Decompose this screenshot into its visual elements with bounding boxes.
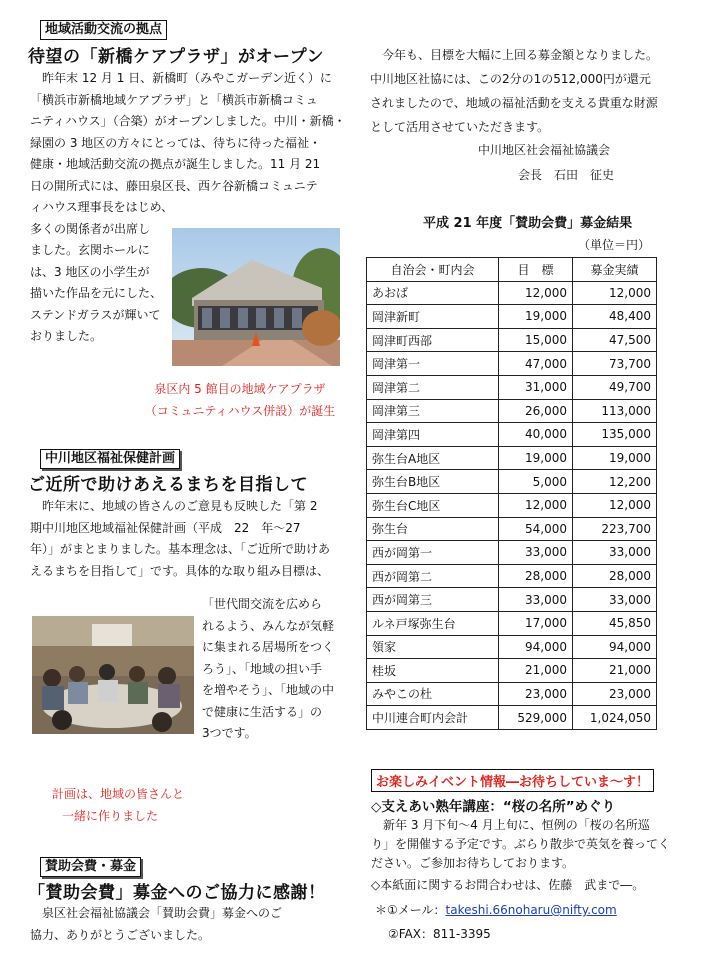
table-row [367,305,657,329]
care-plaza-photo [172,228,340,366]
table-row [367,659,657,683]
area-name-cell: みやこの杜 [367,682,499,706]
target-cell: 26,000 [499,399,573,423]
welfare-plan-paragraph [30,496,350,582]
text-line: 今年も、目標を大幅に上回る募金額となりました。 [370,48,659,62]
actual-cell: 113,000 [573,399,657,423]
target-cell: 94,000 [499,635,573,659]
meeting-photo [32,616,194,734]
table-row [367,706,657,730]
text-line: ました。玄関ホールに [30,243,150,257]
target-cell: 40,000 [499,423,573,447]
events-subtitle: ◇支えあい熟年講座：“桜の名所”めぐり [371,799,616,815]
actual-cell: 48,400 [573,305,657,329]
text-line: り」を開催する予定です。ぶらり散歩で英気を養ってく [371,837,671,851]
area-name-cell: 岡津町西部 [367,328,499,352]
section-header-facility: 地域活動交流の拠点 [40,20,167,40]
target-cell: 12,000 [499,493,573,517]
text-line: ィハウス理事長をはじめ、 [30,200,174,214]
results-unit: （単位＝円） [578,238,651,252]
actual-cell: 28,000 [573,564,657,588]
area-name-cell: 弥生台 [367,517,499,541]
events-header: お楽しみイベント情報―お待ちしていま～す！ [371,769,654,792]
target-cell: 23,000 [499,682,573,706]
target-cell: 19,000 [499,446,573,470]
text-line: 昨年末に、地域の皆さんのご意見も反映した「第 2 [30,499,318,513]
fax-line: ②FAX：811-3395 [388,927,491,941]
results-title: 平成 21 年度「賛助会費」募金結果 [423,216,633,231]
text-line: 昨年末 12 月 1 日、新橋町（みやこガーデン近く）に [30,71,332,85]
table-row [367,423,657,447]
text-line: 多くの関係者が出席し [30,221,151,236]
area-name-cell: 西が岡第二 [367,564,499,588]
target-cell: 12,000 [499,281,573,305]
donation-paragraph [30,903,350,946]
target-cell: 54,000 [499,517,573,541]
table-row [367,493,657,517]
donation-title: 「賛助会費」募金へのご協力に感謝！ [28,883,326,903]
table-row [367,564,657,588]
text-line: ニティハウス」（合築）がオープンしました。中川・新橋・ [30,114,346,128]
area-name-cell: 岡津第三 [367,399,499,423]
text-line: 健康・地域活動交流の拠点が誕生しました。11 月 21 [30,157,321,171]
table-row [367,611,657,635]
area-name-cell: 岡津新町 [367,305,499,329]
area-name-cell: 領家 [367,635,499,659]
email-link[interactable]: takeshi.66noharu@nifty.com [445,903,617,917]
meeting-photo-caption [52,783,184,827]
actual-cell: 49,700 [573,375,657,399]
target-cell: 47,000 [499,352,573,376]
welfare-plan-title: ご近所で助けあえるまちを目指して [28,475,308,495]
area-name-cell: 西が岡第一 [367,541,499,565]
target-cell: 28,000 [499,564,573,588]
actual-cell: 223,700 [573,517,657,541]
table-row [367,352,657,376]
table-row [367,470,657,494]
text-line: に集まれる居場所をつく [202,640,335,654]
table-row [367,635,657,659]
results-table [366,257,657,730]
table-row [367,281,657,305]
organization-name: 中川地区社会福祉協議会 [478,143,611,157]
table-row [367,517,657,541]
text-line: 中川地区社協には、この2分の1の512,000円が還元 [370,72,651,86]
text-line: れるよう、みんなが気軽 [202,618,335,633]
actual-cell: 1,024,050 [573,706,657,730]
facility-photo-caption [135,378,345,422]
area-name-cell: 岡津第二 [367,375,499,399]
caption-line: 一緒に作りました [62,809,159,823]
area-name-cell: 弥生台C地区 [367,493,499,517]
column-header: 目 標 [499,258,573,282]
area-name-cell: 岡津第四 [367,423,499,447]
area-name-cell: 弥生台B地区 [367,470,499,494]
area-name-cell: 西が岡第三 [367,588,499,612]
events-paragraph [371,816,701,873]
actual-cell: 12,200 [573,470,657,494]
actual-cell: 33,000 [573,588,657,612]
text-line: として活用させていただきます。 [370,120,550,134]
table-row [367,328,657,352]
text-line: 日の開所式には、藤田泉区長、西ケ谷新橋コミュニテ [30,178,318,193]
area-name-cell: あおば [367,281,499,305]
column-header: 自治会・町内会 [367,258,499,282]
text-line: 新年 3 月下旬～4 月上旬に、恒例の「桜の名所巡 [371,818,650,832]
area-name-cell: 桂坂 [367,659,499,683]
table-header-row [367,258,657,282]
actual-cell: 12,000 [573,493,657,517]
actual-cell: 94,000 [573,635,657,659]
target-cell: 33,000 [499,588,573,612]
actual-cell: 33,000 [573,541,657,565]
text-line: ださい。ご参加お待ちしております。 [371,856,575,870]
area-name-cell: ルネ戸塚弥生台 [367,611,499,635]
actual-cell: 23,000 [573,682,657,706]
text-line: で健康に生活する」の [202,704,323,719]
target-cell: 529,000 [499,706,573,730]
text-line: 協力、ありがとうございました。 [30,927,211,942]
area-name-cell: 岡津第一 [367,352,499,376]
text-line: 緑園の 3 地区の方々にとっては、待ちに待った福祉・ [30,135,322,150]
text-line: は、3 地区の小学生が [30,264,150,279]
text-line: されましたので、地域の福祉活動を支える貴重な財源 [370,96,658,110]
welfare-goals-paragraph [202,594,352,745]
text-line: 「横浜市新橋地域ケアプラザ」と「横浜市新橋コミュ [30,92,318,107]
table-row [367,446,657,470]
actual-cell: 12,000 [573,281,657,305]
actual-cell: 45,850 [573,611,657,635]
target-cell: 19,000 [499,305,573,329]
table-row [367,682,657,706]
text-line: ろう」、「地域の担い手 [202,661,323,676]
table-row [367,375,657,399]
email-line [375,901,617,918]
text-line: ステンドガラスが輝いて [30,307,161,322]
actual-cell: 47,500 [573,328,657,352]
target-cell: 21,000 [499,659,573,683]
area-name-cell: 弥生台A地区 [367,446,499,470]
target-cell: 15,000 [499,328,573,352]
caption-line: 泉区内 5 館目の地域ケアプラザ [154,382,326,396]
table-row [367,399,657,423]
table-row [367,541,657,565]
table-row [367,588,657,612]
signer-name: 会長 石田 征史 [518,168,615,182]
column-header: 募金実績 [573,258,657,282]
results-table-wrapper [366,257,657,730]
text-line: おりました。 [30,329,103,343]
text-line: 「世代間交流を広めら [202,597,323,611]
target-cell: 17,000 [499,611,573,635]
text-line: 年）」がまとまりました。基本理念は、「ご近所で助けあ [30,542,331,556]
section-header-welfare-plan: 中川地区福祉保健計画 [40,449,180,469]
facility-title: 待望の「新橋ケアプラザ」がオープン [28,47,324,67]
text-line: 泉区社会福祉協議会「賛助会費」募金へのご [30,906,283,920]
email-label: ＊①メール： [375,903,446,917]
caption-line: 計画は、地域の皆さんと [52,787,185,801]
actual-cell: 19,000 [573,446,657,470]
contact-line: ◇本紙面に関するお問合わせは、佐藤 武まで―。 [371,878,645,892]
text-line: 3つです。 [202,726,257,740]
text-line: 期中川地区地域福祉保健計画（平成 22 年～27 [30,520,301,535]
donation-result-paragraph [370,43,700,139]
caption-line: （コミュニティハウス併設）が誕生 [144,404,336,418]
target-cell: 5,000 [499,470,573,494]
actual-cell: 73,700 [573,352,657,376]
text-line: を増やそう」、「地域の中 [202,683,335,697]
target-cell: 33,000 [499,541,573,565]
text-line: えるまちを目指して」です。具体的な取り組み目標は、 [30,563,330,578]
target-cell: 31,000 [499,375,573,399]
section-header-donation: 賛助会費・募金 [40,857,141,877]
area-name-cell: 中川連合町内会計 [367,706,499,730]
text-line: 描いた作品を元にした、 [30,286,163,300]
actual-cell: 135,000 [573,423,657,447]
actual-cell: 21,000 [573,659,657,683]
